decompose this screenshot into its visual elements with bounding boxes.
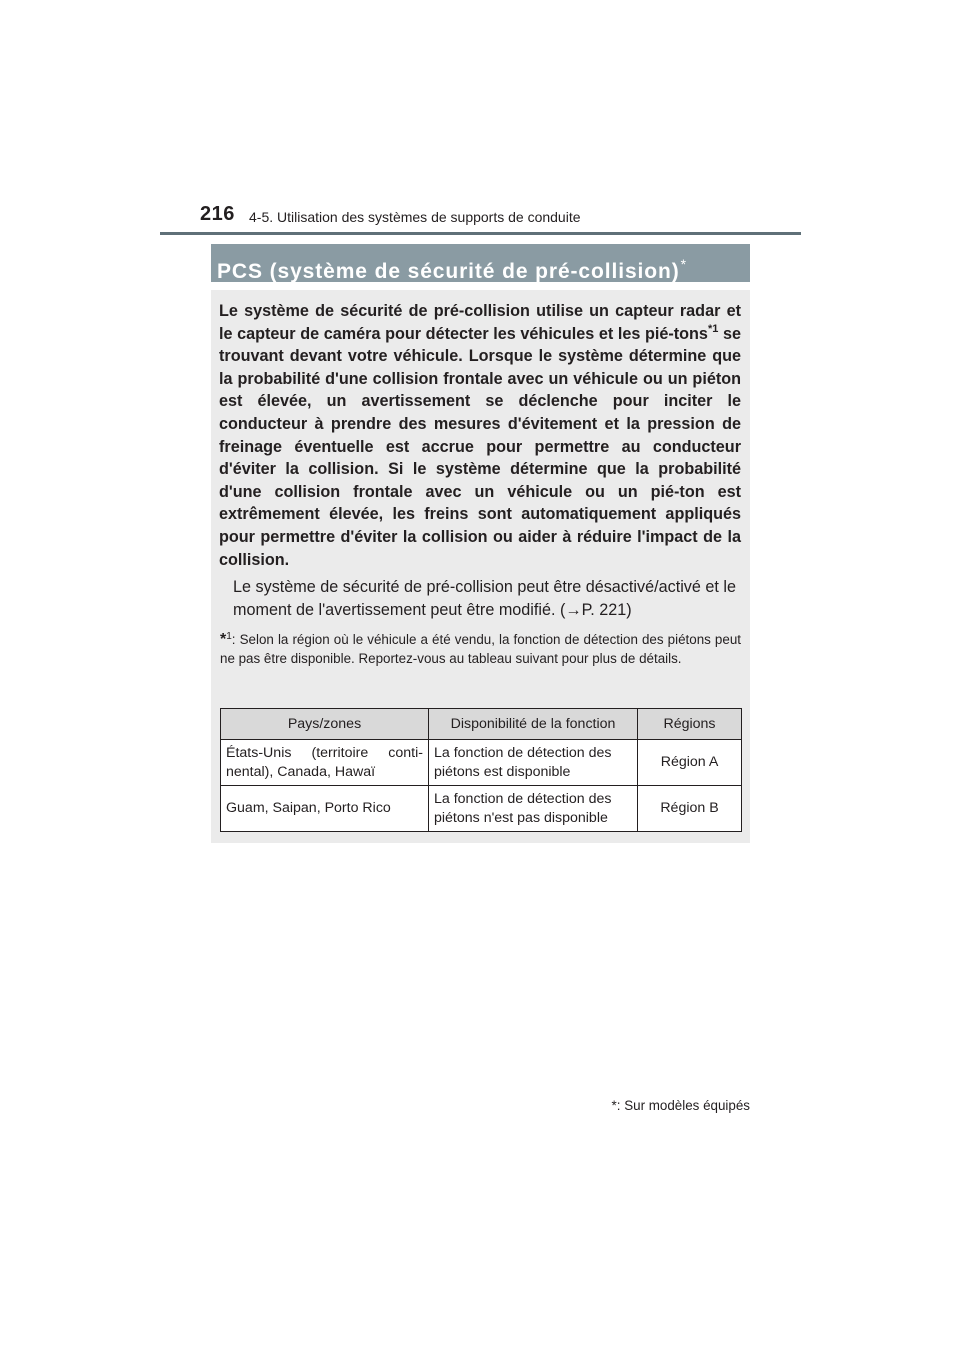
page-title [211, 244, 750, 282]
equipped-star-icon: * [680, 256, 687, 272]
table-cell-region: Région A [638, 740, 742, 786]
header-divider [160, 232, 801, 235]
footnote-mark: * [220, 631, 227, 648]
table-cell-countries: Guam, Saipan, Porto Rico [221, 786, 429, 832]
settings-note-text: Le système de sécurité de pré-collision peut être désactivé/activé et le moment de l'avertissement peut être modifié. ( [233, 578, 736, 619]
table-cell-countries: États-Unis (territoire conti-nental), Canada, Hawaï [221, 740, 429, 786]
column-header-availability: Disponibilité de la fonction [429, 709, 638, 740]
page-reference-link[interactable]: P. 221) [581, 600, 632, 619]
column-header-regions: Régions [638, 709, 742, 740]
footer-star-icon: * [611, 1098, 617, 1113]
table-cell-availability: La fonction de détection des piétons n'est pas disponible [429, 786, 638, 832]
table-row [221, 740, 742, 786]
footnote-reference: *1 [707, 322, 719, 335]
intro-text-part2: se trouvant devant votre véhicule. Lorsque le système détermine que la probabilité d'une collision frontale avec un véhicule ou un piéton est élevée, un avertissement se déclenche pour inciter le conducteur à prendre des mesures d'évitement et la pression de freinage éventuelle est accrue pour permettre au conducteur d'éviter la collision. Si le système détermine que la probabilité d'une collision frontale avec un véhicule ou un pié-ton est extrêmement élevée, les freins sont automatiquement appliqués pour permettre d'éviter la collision ou aider à réduire l'impact de la collision. [219, 324, 741, 569]
table-row [221, 786, 742, 832]
footer-note-text: : Sur modèles équipés [616, 1098, 750, 1113]
intro-paragraph [219, 300, 741, 571]
table-cell-availability: La fonction de détection des piétons est disponible [429, 740, 638, 786]
page-number: 216 [200, 203, 235, 225]
settings-note [233, 576, 741, 621]
regions-table [220, 708, 742, 832]
footnote-text: : Selon la région où le véhicule a été vendu, la fonction de détection des piétons peut ne pas être disponible. Reportez-vous au tableau suivant pour plus de détails. [220, 632, 741, 667]
intro-text-part1: Le système de sécurité de pré-collision utilise un capteur radar et le capteur de caméra pour détecter les véhicules et les pié-tons [219, 302, 741, 343]
footnote-number: 1 [226, 631, 232, 642]
footer-note [612, 1098, 750, 1113]
table-cell-region: Région B [638, 786, 742, 832]
section-title: 4-5. Utilisation des systèmes de supports de conduite [249, 209, 581, 225]
arrow-icon: → [565, 600, 582, 619]
footnote [220, 630, 741, 669]
table-header-row [221, 709, 742, 740]
column-header-countries: Pays/zones [221, 709, 429, 740]
page-title-text: PCS (système de sécurité de pré-collision) [217, 260, 680, 283]
